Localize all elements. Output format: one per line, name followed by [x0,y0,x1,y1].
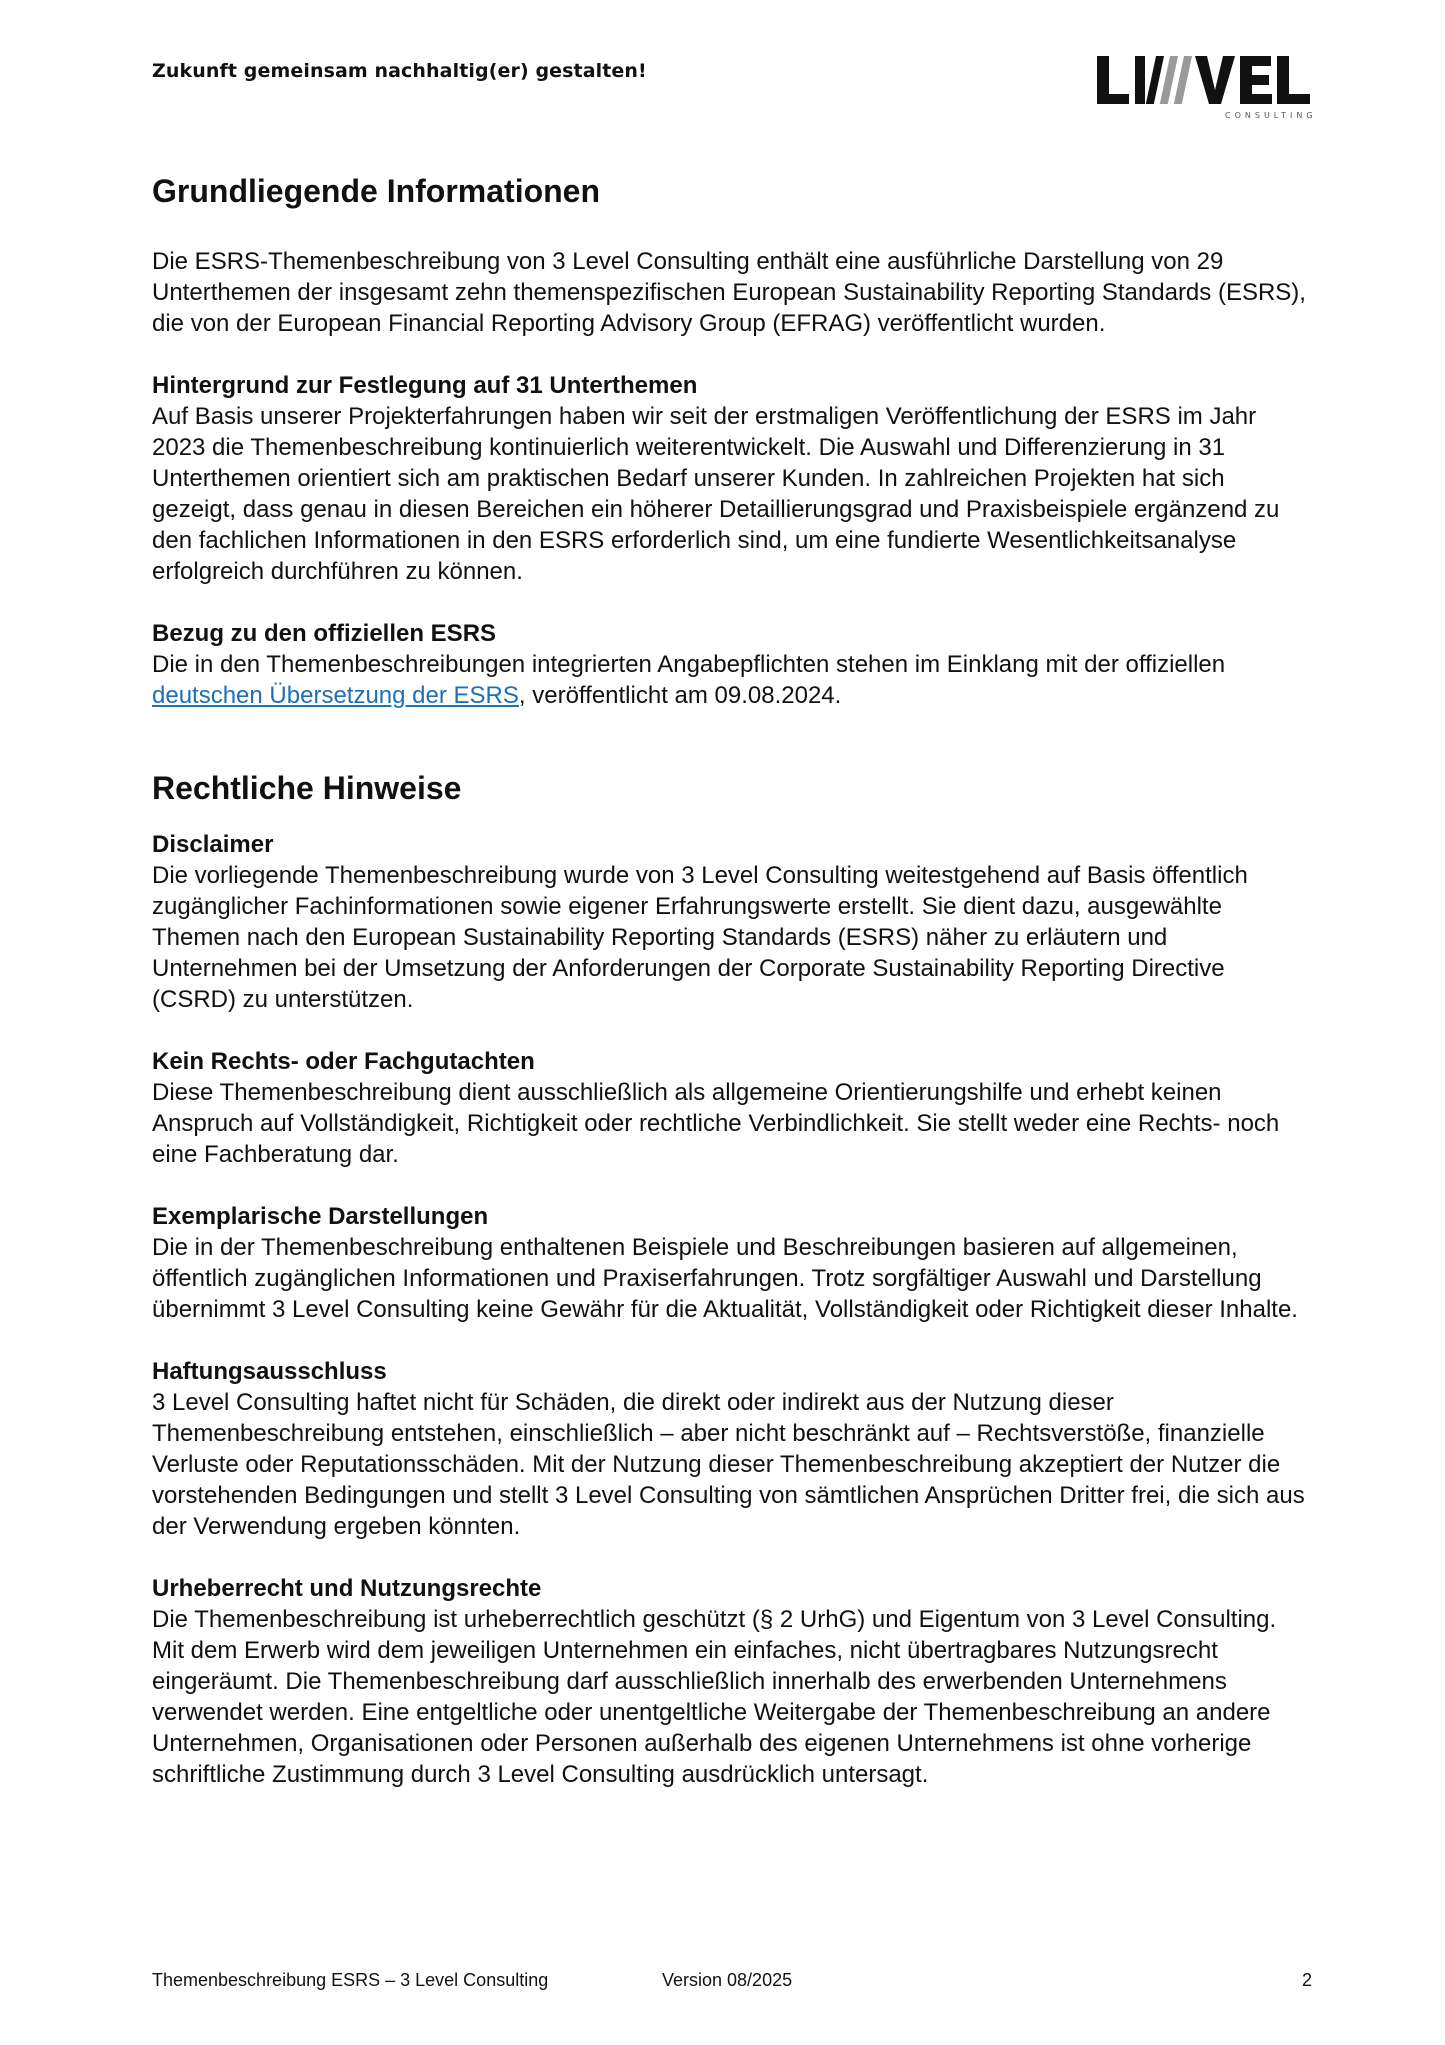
page-number: 2 [1301,1970,1312,1990]
text-before-link: Die in den Themenbeschreibungen integrierten Angabepflichten stehen im Einklang mit der offiziellen [152,651,1226,678]
intro-paragraph: Die ESRS-Themenbeschreibung von 3 Level Consulting enthält eine ausführliche Darstellung von 29 Unterthemen der insgesamt zehn themenspezifischen European Sustainability Reporting Standards (ESRS), die von der European Financial Reporting Advisory Group (EFRAG) veröffentlicht wurden. [152,248,1306,337]
block-text: Die in der Themenbeschreibung enthaltenen Beispiele und Beschreibungen basieren auf allgemeinen, öffentlich zugänglichen Informationen und Praxiserfahrungen. Trotz sorgfältiger Auswahl und Darstellung übernimmt 3 Level Consulting keine Gewähr für die Aktualität, Vollständigkeit oder Richtigkeit dieser Inhalte. [152,1234,1298,1323]
header-tagline: Zukunft gemeinsam nachhaltig(er) gestalten! [152,60,647,82]
block-text: Auf Basis unserer Projekterfahrungen haben wir seit der erstmaligen Veröffentlichung der ESRS im Jahr 2023 die Themenbeschreibung kontinuierlich weiterentwickelt. Die Auswahl und Differenzierung in 31 Unterthemen orientiert sich am praktischen Bedarf unserer Kunden. In zahlreichen Projekten hat sich gezeigt, dass genau in diesen Bereichen ein höherer Detaillierungsgrad und Praxisbeispiele ergänzend zu den fachlichen Informationen in den ESRS erforderlich sind, um eine fundierte Wesentlichkeitsanalyse erfolgreich durchführen zu können. [152,403,1280,585]
block-text: Die Themenbeschreibung ist urheberrechtlich geschützt (§ 2 UrhG) und Eigentum von 3 Level Consulting. Mit dem Erwerb wird dem jeweiligen Unternehmen ein einfaches, nicht übertragbares Nutzungsrecht eingeräumt. Die Themenbeschreibung darf ausschließlich innerhalb des erwerbenden Unternehmens verwendet werden. Eine entgeltliche oder unentgeltliche Weitergabe der Themenbeschreibung an andere Unternehmen, Organisationen oder Personen außerhalb des eigenen Unternehmens ist ohne vorherige schriftliche Zustimmung durch 3 Level Consulting ausdrücklich untersagt. [152,1606,1277,1788]
section-title-grundlegende-informationen: Grundliegende Informationen [152,173,601,209]
text-after-link: , veröffentlicht am 09.08.2024. [518,682,842,709]
block-haftungsausschluss [152,1356,1312,1542]
section-title-rechtliche-hinweise: Rechtliche Hinweise [152,770,462,806]
block-title: Urheberrecht und Nutzungsrechte [152,1575,542,1602]
block-title: Bezug zu den offiziellen ESRS [152,620,497,647]
block-hintergrund [152,370,1312,587]
block-text [152,649,1312,711]
page-content [152,170,1312,1790]
block-text: 3 Level Consulting haftet nicht für Schäden, die direkt oder indirekt aus der Nutzung dieser Themenbeschreibung entstehen, einschließlich – aber nicht beschränkt auf – Rechtsverstöße, finanzielle Verluste oder Reputationsschäden. Mit der Nutzung dieser Themenbeschreibung akzeptiert der Nutzer die vorstehenden Bedingungen und stellt 3 Level Consulting von sämtlichen Ansprüchen Dritter frei, die sich aus der Verwendung ergeben könnten. [152,1389,1305,1540]
block-title: Disclaimer [152,831,274,858]
block-disclaimer [152,829,1312,1015]
footer-document-title: Themenbeschreibung ESRS – 3 Level Consulting [152,1970,549,1990]
block-title: Haftungsausschluss [152,1358,387,1385]
block-text: Die vorliegende Themenbeschreibung wurde von 3 Level Consulting weitestgehend auf Basis öffentlich zugänglicher Fachinformationen sowie eigener Erfahrungswerte erstellt. Sie dient dazu, ausgewählte Themen nach den European Sustainability Reporting Standards (ESRS) näher zu erläutern und Unternehmen bei der Umsetzung der Anforderungen der Corporate Sustainability Reporting Directive (CSRD) zu unterstützen. [152,862,1248,1013]
block-exemplarische-darstellungen [152,1201,1312,1325]
logo-subtitle: CONSULTING [1225,111,1317,120]
block-text: Diese Themenbeschreibung dient ausschließlich als allgemeine Orientierungshilfe und erhebt keinen Anspruch auf Vollständigkeit, Richtigkeit oder rechtliche Verbindlichkeit. Sie stellt weder eine Rechts- noch eine Fachberatung dar. [152,1079,1280,1168]
block-title: Exemplarische Darstellungen [152,1203,489,1230]
esrs-translation-link[interactable]: deutschen Übersetzung der ESRS [152,682,519,709]
block-urheberrecht [152,1573,1312,1790]
company-logo [1095,42,1325,122]
block-title: Hintergrund zur Festlegung auf 31 Unterthemen [152,372,698,399]
block-bezug-esrs [152,618,1312,711]
block-kein-rechtsgutachten [152,1046,1312,1170]
footer-version: Version 08/2025 [662,1970,793,1990]
block-title: Kein Rechts- oder Fachgutachten [152,1048,535,1075]
